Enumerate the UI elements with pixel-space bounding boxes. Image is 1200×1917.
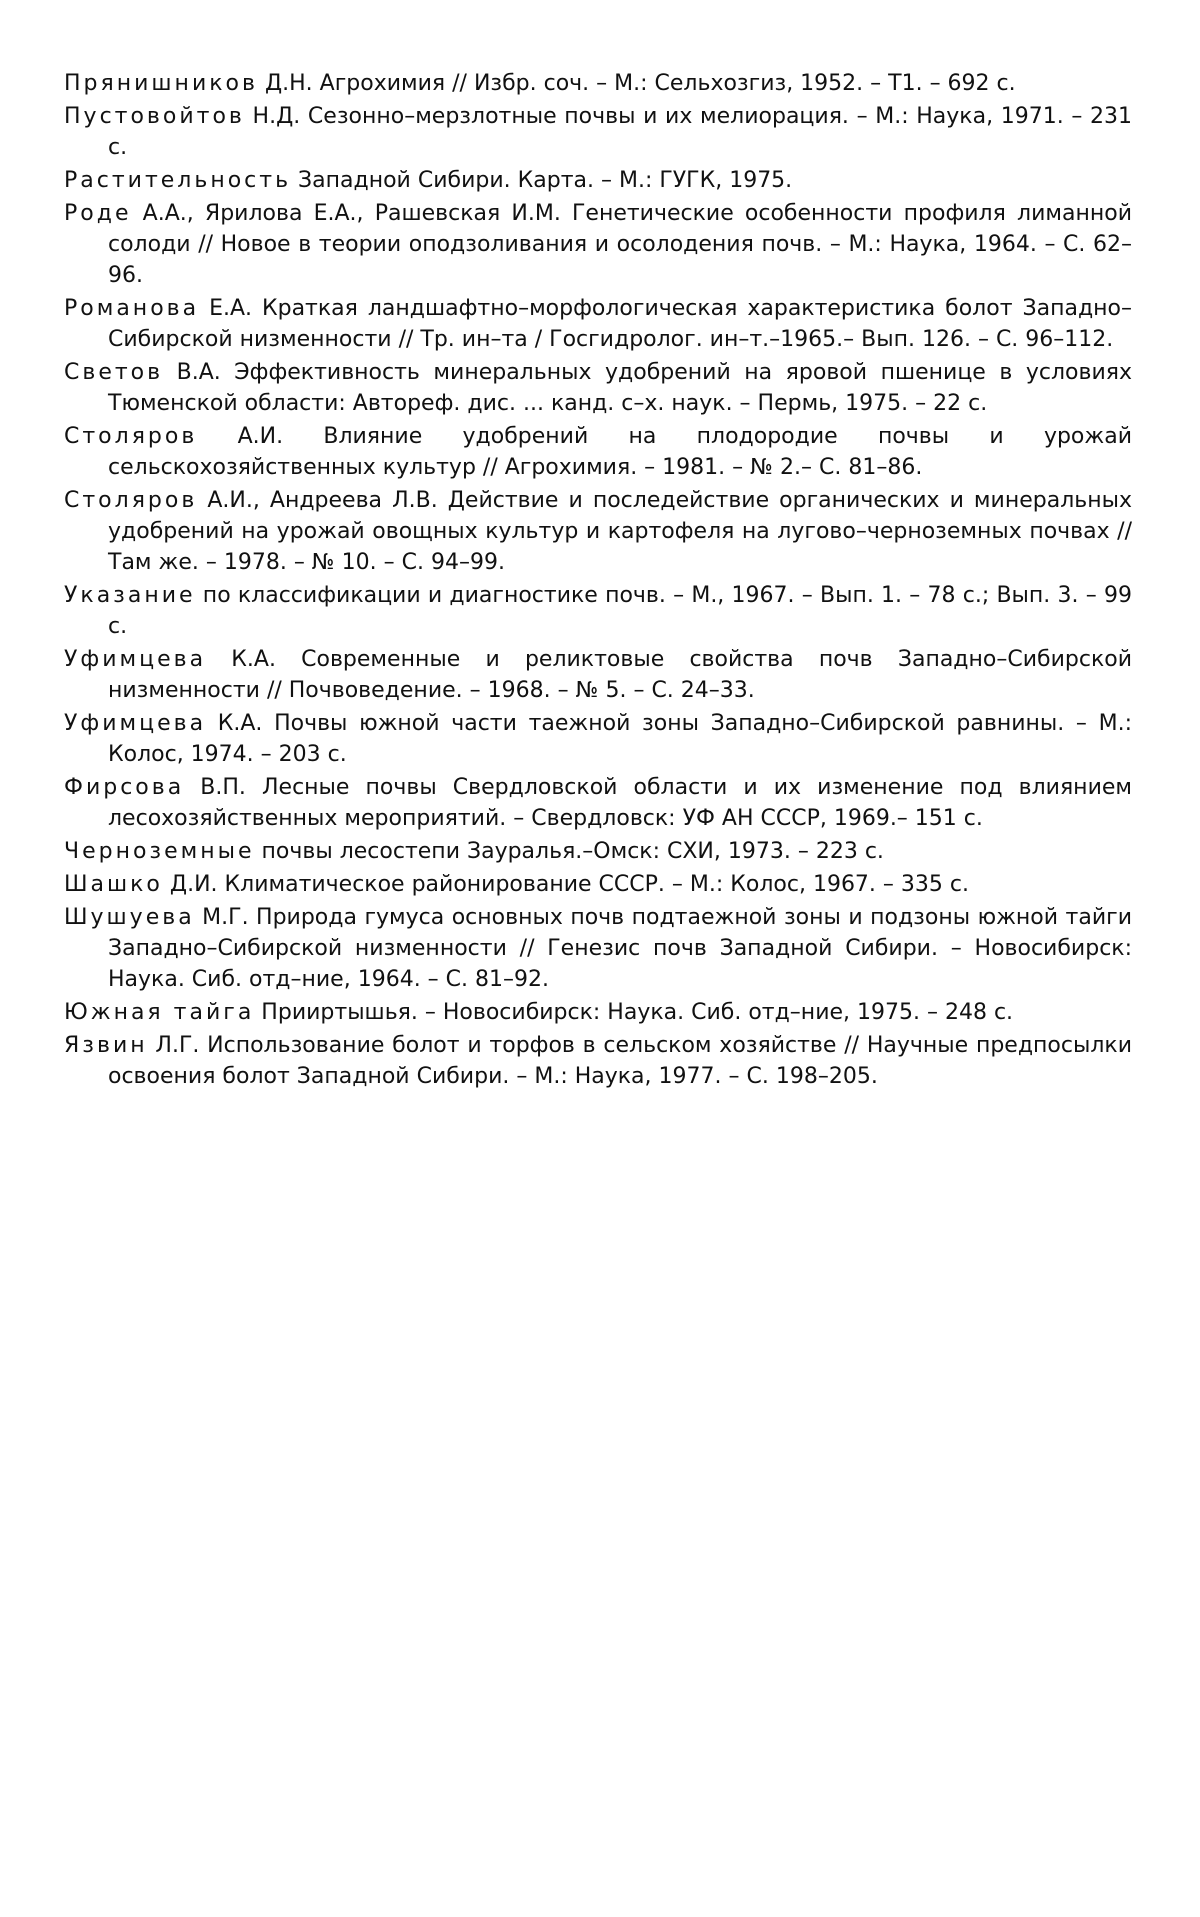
bibliography-entry bbox=[64, 101, 1132, 163]
entry-text: К.А. Современные и реликтовые свойства почв Западно–Сибирской низменности // Почвоведение. – 1968. – № 5. – С. 24–33. bbox=[108, 647, 1132, 703]
entry-author: Столяров bbox=[64, 488, 198, 513]
entry-text: В.А. Эффективность минеральных удобрений на яровой пшенице в условиях Тюменской области: Автореф. дис. ... канд. с–х. наук. – Пермь, 1975. – 22 с. bbox=[108, 360, 1132, 416]
entry-text: А.И., Андреева Л.В. Действие и последействие органических и минеральных удобрений на урожай овощных культур и картофеля на лугово–черноземных почвах // Там же. – 1978. – № 10. – С. 94–99. bbox=[108, 488, 1132, 575]
bibliography-entry bbox=[64, 644, 1132, 706]
entry-author: Романова bbox=[64, 296, 200, 321]
entry-text: по классификации и диагностике почв. – М., 1967. – Вып. 1. – 78 с.; Вып. 3. – 99 с. bbox=[108, 583, 1132, 639]
entry-text: Д.И. Климатическое районирование СССР. – М.: Колос, 1967. – 335 с. bbox=[162, 872, 969, 897]
bibliography-entry bbox=[64, 772, 1132, 834]
entry-text: Л.Г. Использование болот и торфов в сельском хозяйстве // Научные предпосылки освоения болот Западной Сибири. – М.: Наука, 1977. – С. 198–205. bbox=[108, 1033, 1132, 1089]
entry-text: почвы лесостепи Зауралья.–Омск: СХИ, 1973. – 223 с. bbox=[254, 839, 884, 864]
entry-author: Уфимцева bbox=[64, 647, 207, 672]
bibliography-entry bbox=[64, 997, 1132, 1028]
bibliography-entry bbox=[64, 902, 1132, 995]
entry-text: А.А., Ярилова Е.А., Рашевская И.М. Генетические особенности профиля лиманной солоди // Новое в теории оподзоливания и осолодения почв. – М.: Наука, 1964. – С. 62–96. bbox=[108, 201, 1132, 288]
entry-text: А.И. Влияние удобрений на плодородие почвы и урожай сельскохозяйственных культур // Агрохимия. – 1981. – № 2.– С. 81–86. bbox=[108, 424, 1132, 480]
bibliography-entry bbox=[64, 836, 1132, 867]
bibliography-entry bbox=[64, 869, 1132, 900]
entry-author: Фирсова bbox=[64, 775, 185, 800]
entry-author: Шашко bbox=[64, 872, 163, 897]
entry-text: Западной Сибири. Карта. – М.: ГУГК, 1975. bbox=[291, 168, 793, 193]
entry-author: Прянишников bbox=[64, 71, 258, 96]
entry-author: Шушуева bbox=[64, 905, 195, 930]
bibliography-entry bbox=[64, 421, 1132, 483]
entry-author: Роде bbox=[64, 201, 132, 226]
entry-author: Южная тайга bbox=[64, 1000, 255, 1025]
entry-text: Н.Д. Сезонно–мерзлотные почвы и их мелиорация. – М.: Наука, 1971. – 231 с. bbox=[108, 104, 1132, 160]
bibliography-entry bbox=[64, 165, 1132, 196]
entry-text: Е.А. Краткая ландшафтно–морфологическая характеристика болот Западно–Сибирской низменности // Тр. ин–та / Госгидролог. ин–т.–1965.– Вып. 126. – С. 96–112. bbox=[108, 296, 1132, 352]
entry-text: М.Г. Природа гумуса основных почв подтаежной зоны и подзоны южной тайги Западно–Сибирской низменности // Генезис почв Западной Сибири. – Новосибирск: Наука. Сиб. отд–ние, 1964. – С. 81–92. bbox=[108, 905, 1132, 992]
bibliography-entry bbox=[64, 357, 1132, 419]
entry-author: Пустовойтов bbox=[64, 104, 245, 129]
entry-author: Указание bbox=[64, 583, 196, 608]
entry-text: Д.Н. Агрохимия // Избр. соч. – М.: Сельхозгиз, 1952. – Т1. – 692 с. bbox=[257, 71, 1016, 96]
bibliography-entry bbox=[64, 485, 1132, 578]
entry-author: Уфимцева bbox=[64, 711, 207, 736]
entry-author: Растительность bbox=[64, 168, 292, 193]
entry-author: Столяров bbox=[64, 424, 198, 449]
bibliography-entry bbox=[64, 1030, 1132, 1092]
entry-author: Черноземные bbox=[64, 839, 255, 864]
entry-text: Прииртышья. – Новосибирск: Наука. Сиб. отд–ние, 1975. – 248 с. bbox=[254, 1000, 1014, 1025]
entry-text: К.А. Почвы южной части таежной зоны Западно–Сибирской равнины. – М.: Колос, 1974. – 203 с. bbox=[108, 711, 1132, 767]
entry-author: Светов bbox=[64, 360, 164, 385]
entry-author: Язвин bbox=[64, 1033, 148, 1058]
bibliography-entry bbox=[64, 708, 1132, 770]
bibliography-entry bbox=[64, 198, 1132, 291]
bibliography-list bbox=[64, 68, 1132, 1094]
bibliography-entry bbox=[64, 293, 1132, 355]
entry-text: В.П. Лесные почвы Свердловской области и их изменение под влиянием лесохозяйственных мероприятий. – Свердловск: УФ АН СССР, 1969.– 151 с. bbox=[108, 775, 1132, 831]
bibliography-entry bbox=[64, 68, 1132, 99]
bibliography-entry bbox=[64, 580, 1132, 642]
